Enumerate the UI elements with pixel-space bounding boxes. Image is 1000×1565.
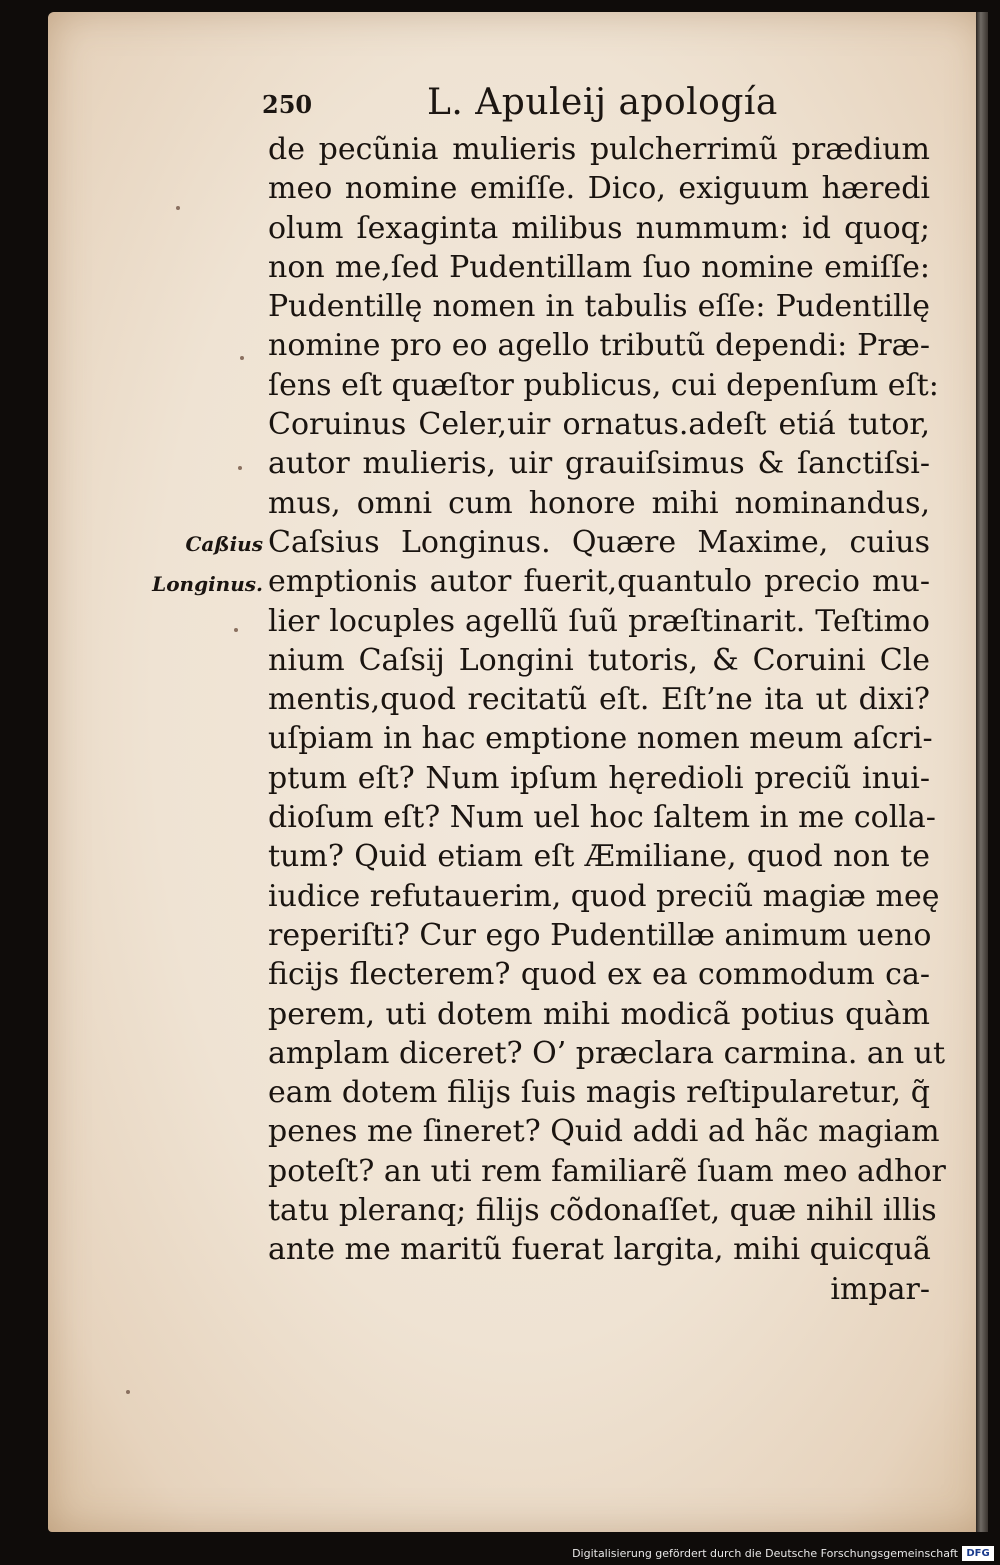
text-line: emptionis autor fuerit,quantulo precio mu-: [268, 564, 930, 600]
paper-speck: [234, 628, 238, 632]
text-line: olum ſexaginta milibus nummum: id quoq;: [268, 210, 930, 246]
page-edge: [976, 12, 988, 1532]
text-line: ptum eſt? Num ipſum hęredioli preciũ inui-: [268, 760, 930, 796]
text-line: reperiſti? Cur ego Pudentillæ animum ueno: [268, 917, 932, 953]
catchword: impar-: [830, 1271, 930, 1307]
text-line: mus, omni cum honore mihi nominandus,: [268, 485, 930, 521]
text-line: meo nomine emiſſe. Dico, exiguum hæredi: [268, 171, 930, 207]
text-line: autor mulieris, uir grauiſsimus & ſanctiſsi-: [268, 446, 930, 482]
text-line: de pecũnia mulieris pulcherrimũ prædium: [268, 132, 930, 167]
text-line: dioſum eſt? Num uel hoc ſaltem in me colla-: [268, 800, 936, 836]
text-line: poteſt? an uti rem familiarẽ ſuam meo adhor: [268, 1153, 946, 1189]
paper-speck: [176, 206, 180, 210]
text-line: uſpiam in hac emptione nomen meum aſcri-: [268, 721, 933, 757]
text-line: penes me ſineret? Quid addi ad hãc magiam: [268, 1114, 940, 1150]
main-text: [268, 130, 946, 1309]
text-line: tatu pleranq; filijs cõdonaſſet, quæ nihil illis: [268, 1193, 937, 1229]
digitization-credit: Digitalisierung gefördert durch die Deutsche Forschungsgemeinschaft: [572, 1547, 958, 1560]
footer-bar: [0, 1543, 1000, 1565]
paper-speck: [126, 1390, 130, 1394]
text-line: iudice refutauerim, quod preciũ magiæ meę: [268, 878, 940, 914]
marginal-note-line: Caßius: [185, 532, 263, 556]
text-line: nomine pro eo agello tributũ dependi: Præ-: [268, 328, 930, 364]
text-line: Coruinus Celer,uir ornatus.adeſt etiá tutor,: [268, 407, 930, 443]
text-line: nium Caſsij Longini tutoris, & Coruini Cle: [268, 642, 930, 678]
page-number: 250: [262, 90, 313, 119]
text-line: non me,ſed Pudentillam ſuo nomine emiſſe:: [268, 249, 930, 285]
text-line: ſens eſt quæſtor publicus, cui depenſum eſt:: [268, 367, 939, 403]
paper-speck: [240, 356, 244, 360]
dfg-logo-icon: DFG: [962, 1546, 994, 1561]
running-title: L. Apuleij apología: [427, 82, 778, 123]
marginal-note: [125, 524, 263, 604]
text-line: lier locuples agellũ ſuũ præſtinarit. Teſtimo: [268, 603, 930, 639]
text-line: Pudentillę nomen in tabulis eſſe: Pudentillę: [268, 289, 930, 325]
running-head: [262, 82, 822, 130]
text-line: ficijs flecterem? quod ex ea commodum ca-: [268, 957, 930, 993]
marginal-note-line: Longinus.: [152, 572, 263, 596]
text-line: Caſsius Longinus. Quære Maxime, cuius: [268, 524, 930, 560]
text-line: ante me maritũ fuerat largita, mihi quicquã: [268, 1232, 931, 1268]
text-line: tum? Quid etiam eſt Æmiliane, quod non te: [268, 839, 930, 875]
paper-speck: [238, 466, 242, 470]
text-line: eam dotem filijs ſuis magis reſtipularetur, q̃: [268, 1075, 930, 1111]
text-line: mentis,quod recitatũ eſt. Eſt’ne ita ut dixi?: [268, 682, 930, 718]
text-line: perem, uti dotem mihi modicã potius quàm: [268, 996, 930, 1032]
text-line: amplam diceret? O’ præclara carmina. an ut: [268, 1035, 946, 1071]
